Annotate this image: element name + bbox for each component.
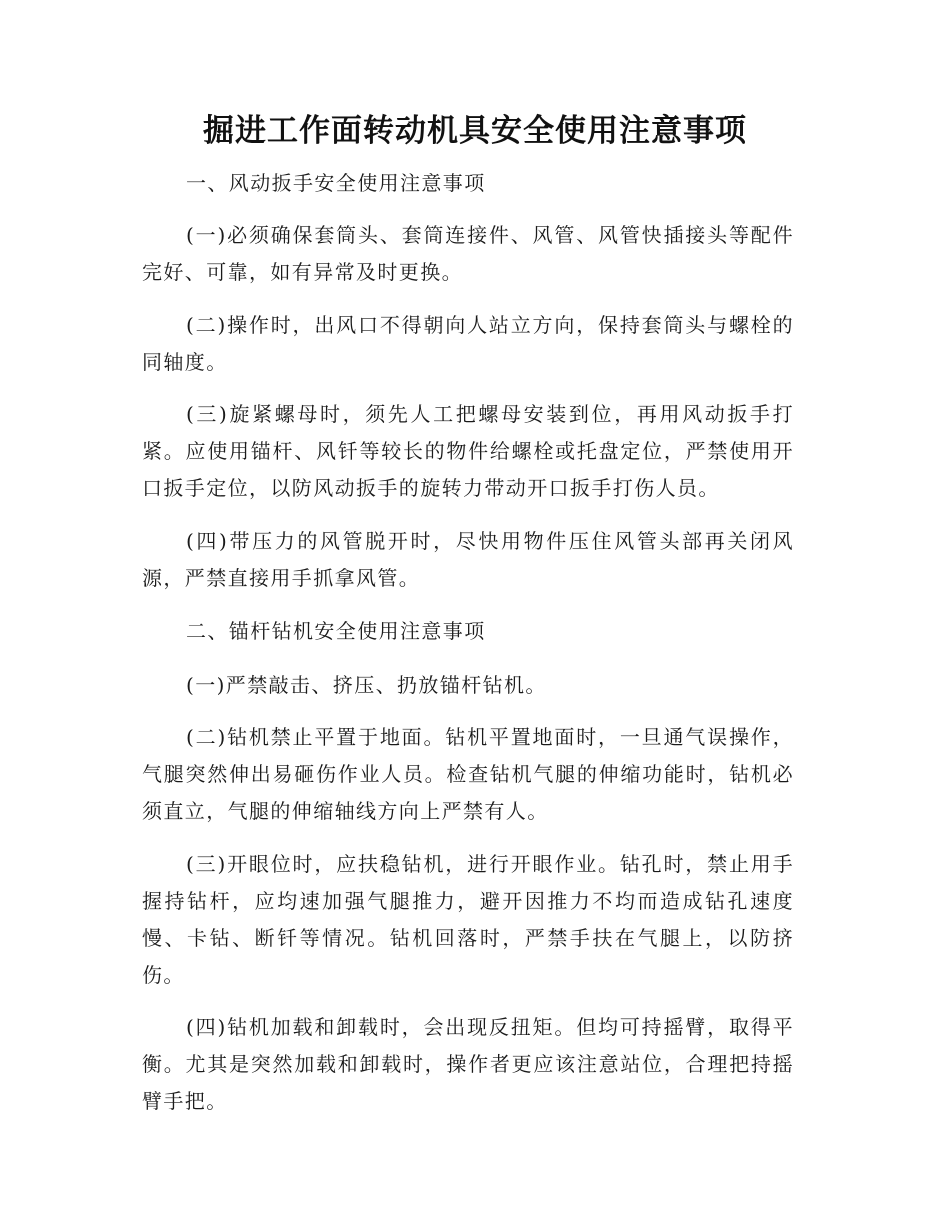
paragraph-2-3: (三)开眼位时，应扶稳钻机，进行开眼作业。钻孔时，禁止用手握持钻杆，应均速加强气腿推力，避开因推力不均而造成钻孔速度慢、卡钻、断钎等情况。钻机回落时，严禁手扶在气腿上，以防挤伤。 xyxy=(142,852,794,987)
paragraph-2-2: (二)钻机禁止平置于地面。钻机平置地面时，一旦通气误操作，气腿突然伸出易砸伤作业人员。检查钻机气腿的伸缩功能时，钻机必须直立，气腿的伸缩轴线方向上严禁有人。 xyxy=(142,725,794,823)
paragraph-1-2: (二)操作时，出风口不得朝向人站立方向，保持套筒头与螺栓的同轴度。 xyxy=(142,313,794,374)
section-heading-2: 二、锚杆钻机安全使用注意事项 xyxy=(186,619,486,643)
paragraph-1-1: (一)必须确保套筒头、套筒连接件、风管、风管快插接头等配件完好、可靠，如有异常及时更换。 xyxy=(142,223,794,284)
paragraph-2-4: (四)钻机加载和卸载时，会出现反扭矩。但均可持摇臂，取得平衡。尤其是突然加载和卸载时，操作者更应该注意站位，合理把持摇臂手把。 xyxy=(142,1015,794,1113)
section-heading-1: 一、风动扳手安全使用注意事项 xyxy=(186,171,486,195)
document-title: 掘进工作面转动机具安全使用注意事项 xyxy=(203,113,747,149)
paragraph-1-3: (三)旋紧螺母时，须先人工把螺母安装到位，再用风动扳手打紧。应使用锚杆、风钎等较长的物件给螺栓或托盘定位，严禁使用开口扳手定位，以防风动扳手的旋转力带动开口扳手打伤人员。 xyxy=(142,402,794,500)
paragraph-1-4: (四)带压力的风管脱开时，尽快用物件压住风管头部再关闭风源，严禁直接用手抓拿风管。 xyxy=(142,529,794,590)
paragraph-2-1: (一)严禁敲击、挤压、扔放锚杆钻机。 xyxy=(186,673,547,697)
